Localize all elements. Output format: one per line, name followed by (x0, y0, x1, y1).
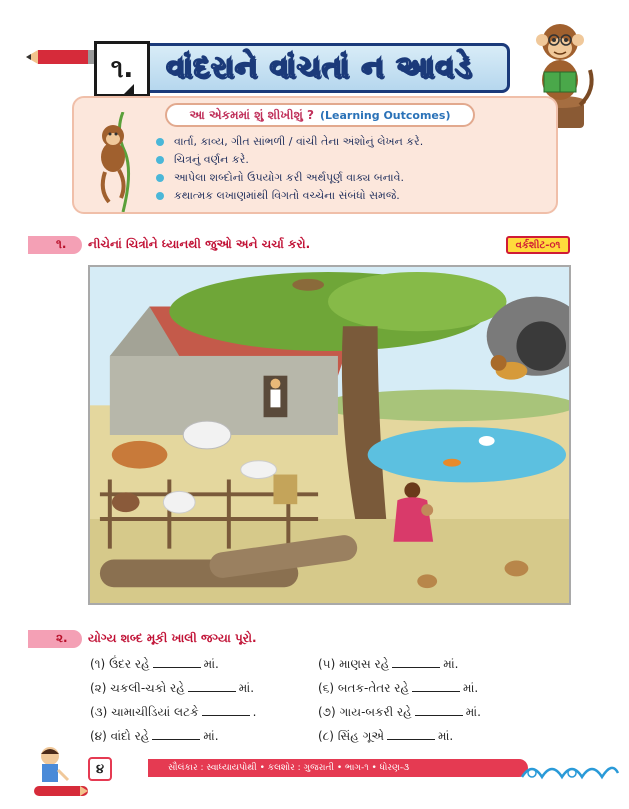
white-cow (183, 421, 231, 449)
outcomes-heading-gu: આ એકમમાં શું શીખીશું ? (189, 107, 314, 122)
blank-line[interactable] (153, 655, 201, 668)
list-item: ચિત્રનું વર્ણન કરે. (156, 151, 556, 169)
blank-line[interactable] (152, 727, 200, 740)
cow (112, 441, 168, 469)
hut-wall (110, 356, 338, 435)
fill-blank-item: (૨) ચકલી-ચકો રહે માં. (90, 681, 255, 695)
bullet-icon (156, 192, 164, 200)
woman (393, 497, 433, 541)
blank-line[interactable] (415, 703, 463, 716)
decorative-swirl-icon (520, 755, 620, 785)
blank-line[interactable] (188, 679, 236, 692)
blank-line[interactable] (387, 727, 435, 740)
section2-tag (28, 630, 82, 648)
bullet-icon (156, 174, 164, 182)
bullet-icon (156, 156, 164, 164)
goat (112, 492, 140, 512)
learning-outcomes-heading (165, 103, 475, 127)
pencil-icon (26, 48, 98, 66)
writing-kid-illustration (28, 742, 90, 802)
fill-blank-item: (૫) માણસ રહે માં. (318, 657, 459, 671)
fill-blank-item: (૩) ચામાચીડિયાં લટકે . (90, 705, 257, 719)
list-item: વાર્તા, કાવ્ય, ગીત સાંભળી / વાંચી તેના અંશોનું લેખન કરે. (156, 133, 556, 151)
list-item: કથાત્મક લખાણમાંથી વિગતો વચ્ચેના સંબંધો સમજે. (156, 187, 556, 205)
village-scene-illustration (88, 265, 571, 605)
pond (368, 427, 566, 482)
section2-instruction: યોગ્ય શબ્દ મૂકી ખાલી જગ્યા પૂરો. (88, 631, 257, 645)
bullet-icon (156, 138, 164, 146)
fill-blank-item: (૧) ઉંદર રહે માં. (90, 657, 219, 671)
blank-line[interactable] (412, 679, 460, 692)
list-item: આપેલા શબ્દોનો ઉપયોગ કરી અર્થપૂર્ણ વાક્ય બનાવે. (156, 169, 556, 187)
hanging-monkey-illustration (85, 112, 145, 212)
worksheet-badge: વર્કશીટ-૦૧ (506, 236, 570, 254)
lesson-number: ૧. (94, 41, 150, 97)
page-number: ૪ (88, 757, 112, 781)
fill-blank-item: (૬) બતક-તેતર રહે માં. (318, 681, 479, 695)
fill-blanks-right (318, 655, 481, 745)
blank-line[interactable] (202, 703, 250, 716)
blank-line[interactable] (392, 655, 440, 668)
section2-number: ૨. (56, 631, 68, 645)
fill-blank-item: (૮) સિંહ ગૂએ માં. (318, 729, 454, 743)
outcomes-heading-en: (Learning Outcomes) (319, 108, 451, 122)
fill-blank-item: (૭) ગાય-બકરી રહે માં. (318, 705, 481, 719)
footer-text: સૌલંકાર : સ્વાધ્યાયપોથી • કલશોર : ગુજરાતી • ભાગ-૧ • ધોરણ-૩ (168, 763, 410, 773)
fill-blanks-left (90, 655, 256, 745)
partridge (505, 561, 529, 577)
fill-blank-item: (૪) વાંદો રહે માં. (90, 729, 219, 743)
section1-number: ૧. (56, 237, 67, 251)
section1-instruction: નીચેનાં ચિત્રોને ધ્યાનથી જુઓ અને ચર્ચા કરો. (88, 237, 311, 251)
page-title: વાંદરાને વાંચતાં ન આવડે (166, 50, 473, 85)
section1-tag (28, 236, 82, 254)
outcomes-list (156, 133, 556, 205)
